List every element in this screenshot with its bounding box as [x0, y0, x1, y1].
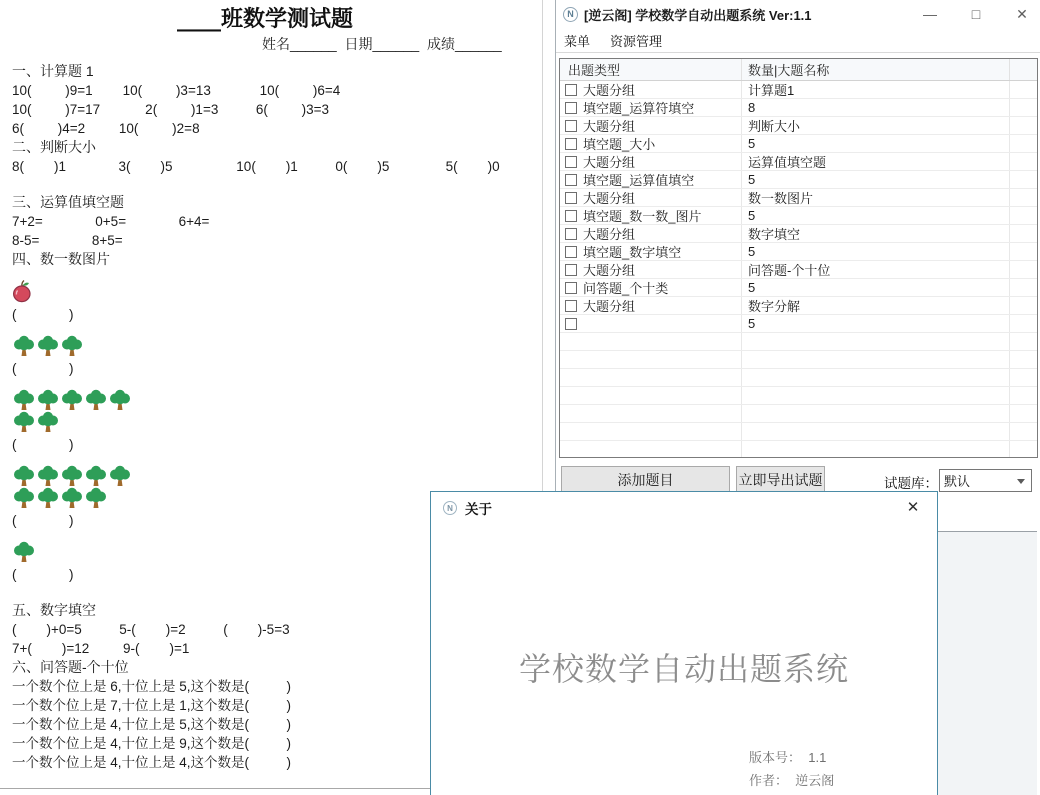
table-row[interactable] — [560, 153, 1037, 171]
answer-paren-blank: ( ) — [12, 307, 74, 322]
row-checkbox[interactable] — [565, 282, 577, 294]
tree-icon — [12, 335, 36, 357]
tree-icon — [84, 389, 108, 411]
tree-icon — [36, 487, 60, 509]
table-row[interactable] — [560, 189, 1037, 207]
question-bank-dropdown[interactable] — [939, 469, 1032, 492]
worksheet-section — [12, 62, 535, 138]
tree-icon — [60, 465, 84, 487]
tree-icon — [60, 335, 84, 357]
about-version-line: 版本号： 1.1 — [749, 750, 827, 765]
row-checkbox[interactable] — [565, 246, 577, 258]
tree-icon-group — [12, 335, 136, 357]
section-heading: 一、计算题 1 — [12, 63, 94, 79]
answer-paren-blank: ( ) — [12, 361, 74, 376]
quantity-or-group-name: 运算值填空题 — [742, 153, 1010, 170]
quantity-or-group-name: 判断大小 — [742, 117, 1010, 134]
quantity-or-group-name: 5 — [742, 135, 1010, 152]
answer-paren-blank: ( ) — [12, 567, 74, 582]
question-line: 10( )7=17 2( )1=3 6( )3=3 — [12, 102, 329, 117]
quantity-or-group-name: 8 — [742, 99, 1010, 116]
about-author-line: 作者： 逆云阁 — [749, 773, 835, 788]
table-row[interactable] — [560, 315, 1037, 333]
question-line: 7+( )=12 9-( )=1 — [12, 641, 190, 656]
answer-paren-blank: ( ) — [12, 513, 74, 528]
question-type-label: 问答题_个十类 — [583, 281, 669, 296]
tree-icon — [12, 389, 36, 411]
export-questions-button[interactable]: 立即导出试题 — [736, 466, 825, 493]
question-type-label: 大题分组 — [583, 155, 636, 170]
tree-icon — [36, 389, 60, 411]
row-checkbox[interactable] — [565, 84, 577, 96]
count-pictures-item — [12, 335, 535, 378]
about-dialog — [430, 491, 938, 795]
tree-icon — [60, 487, 84, 509]
row-checkbox[interactable] — [565, 264, 577, 276]
close-button[interactable]: ✕ — [1016, 6, 1028, 22]
question-line: 一个数个位上是 6,十位上是 5,这个数是( ) — [12, 679, 292, 694]
question-line: 一个数个位上是 7,十位上是 1,这个数是( ) — [12, 698, 292, 713]
column-header-quantity-name[interactable]: 数量|大题名称 — [742, 59, 1010, 80]
table-row-empty — [560, 333, 1037, 351]
count-pictures-item — [12, 389, 535, 454]
question-type-label: 填空题_运算符填空 — [583, 101, 695, 116]
quantity-or-group-name: 问答题-个十位 — [742, 261, 1010, 278]
tree-icon — [36, 465, 60, 487]
worksheet-section — [12, 138, 535, 176]
question-line: ( )+0=5 5-( )=2 ( )-5=3 — [12, 622, 290, 637]
table-row[interactable] — [560, 279, 1037, 297]
question-type-label: 大题分组 — [583, 191, 636, 206]
question-type-label: 填空题_数一数_图片 — [583, 209, 702, 224]
question-bank-selected-value: 默认 — [944, 474, 971, 489]
quantity-or-group-name: 数字分解 — [742, 297, 1010, 314]
about-app-name: 学校数学自动出题系统 — [518, 650, 849, 688]
question-type-label: 填空题_运算值填空 — [583, 173, 695, 188]
maximize-button[interactable]: □ — [971, 6, 981, 22]
row-checkbox[interactable] — [565, 318, 577, 330]
about-dialog-title: 关于 — [465, 502, 492, 517]
tree-icon — [84, 487, 108, 509]
table-row[interactable] — [560, 207, 1037, 225]
table-row[interactable] — [560, 81, 1037, 99]
about-logo-icon: N — [443, 501, 457, 515]
tree-icon — [108, 465, 132, 487]
question-type-label: 填空题_大小 — [583, 137, 656, 152]
tree-icon — [36, 411, 60, 433]
question-type-table — [559, 58, 1038, 458]
table-body — [560, 81, 1037, 458]
question-line: 一个数个位上是 4,十位上是 9,这个数是( ) — [12, 736, 292, 751]
table-row[interactable] — [560, 117, 1037, 135]
tree-icon-group — [12, 465, 136, 509]
quantity-or-group-name: 数字填空 — [742, 225, 1010, 242]
question-type-label: 填空题_数字填空 — [583, 245, 682, 260]
quantity-or-group-name: 5 — [742, 279, 1010, 296]
window-controls — [922, 0, 1030, 28]
add-question-button[interactable]: 添加题目 — [561, 466, 730, 493]
apple-icon-group — [12, 279, 136, 303]
worksheet-title: ____班数学测试题 — [176, 6, 353, 32]
row-checkbox[interactable] — [565, 300, 577, 312]
table-row-empty — [560, 423, 1037, 441]
column-header-extra — [1010, 59, 1037, 80]
tree-icon — [12, 465, 36, 487]
row-checkbox[interactable] — [565, 192, 577, 204]
question-type-label: 大题分组 — [583, 83, 636, 98]
table-header-row — [560, 59, 1037, 81]
table-row[interactable] — [560, 297, 1037, 315]
quantity-or-group-name: 数一数图片 — [742, 189, 1010, 206]
worksheet-section — [12, 193, 535, 250]
app-logo-icon: N — [563, 7, 578, 22]
question-line: 8( )1 3( )5 10( )1 0( )5 5( )0 — [12, 159, 500, 174]
section-heading: 六、问答题-个十位 — [12, 659, 129, 675]
table-row-empty — [560, 369, 1037, 387]
count-pictures-item — [12, 279, 535, 324]
question-type-label: 大题分组 — [583, 299, 636, 314]
answer-paren-blank: ( ) — [12, 437, 74, 452]
table-row[interactable] — [560, 243, 1037, 261]
question-line: 7+2= 0+5= 6+4= — [12, 214, 210, 229]
tree-icon — [12, 541, 36, 563]
window-title: [逆云阁] 学校数学自动出题系统 Ver:1.1 — [584, 7, 812, 23]
about-close-button[interactable]: ✕ — [906, 499, 920, 516]
row-checkbox[interactable] — [565, 138, 577, 150]
table-row-empty — [560, 441, 1037, 458]
column-header-question-type[interactable]: 出题类型 — [560, 59, 742, 80]
question-type-label: 大题分组 — [583, 263, 636, 278]
tree-icon — [12, 487, 36, 509]
table-row[interactable] — [560, 261, 1037, 279]
quantity-or-group-name: 计算题1 — [742, 81, 1010, 98]
question-bank-label: 试题库： — [884, 476, 938, 491]
tree-icon — [60, 389, 84, 411]
question-line: 8-5= 8+5= — [12, 233, 123, 248]
table-row-empty — [560, 405, 1037, 423]
table-row-empty — [560, 351, 1037, 369]
titlebar — [556, 0, 1040, 28]
row-checkbox[interactable] — [565, 228, 577, 240]
question-line: 一个数个位上是 4,十位上是 4,这个数是( ) — [12, 755, 292, 770]
row-checkbox[interactable] — [565, 174, 577, 186]
table-row-empty — [560, 387, 1037, 405]
row-checkbox[interactable] — [565, 210, 577, 222]
question-type-label: 大题分组 — [583, 227, 636, 242]
minimize-button[interactable]: — — [923, 6, 937, 22]
section-heading: 二、判断大小 — [12, 139, 96, 155]
chevron-down-icon — [1017, 479, 1025, 484]
tree-icon — [84, 465, 108, 487]
row-checkbox[interactable] — [565, 156, 577, 168]
table-row[interactable] — [560, 225, 1037, 243]
tree-icon-group — [12, 389, 136, 433]
row-checkbox[interactable] — [565, 102, 577, 114]
question-line: 10( )9=1 10( )3=13 10( )6=4 — [12, 83, 341, 98]
quantity-or-group-name: 5 — [742, 315, 1010, 332]
quantity-or-group-name: 5 — [742, 171, 1010, 188]
section-heading: 五、数字填空 — [12, 602, 96, 618]
quantity-or-group-name: 5 — [742, 207, 1010, 224]
tree-icon — [108, 389, 132, 411]
menu-item-menu[interactable]: 菜单 — [564, 33, 591, 49]
section-heading: 四、数一数图片 — [12, 251, 110, 267]
quantity-or-group-name: 5 — [742, 243, 1010, 260]
tree-icon-group — [12, 541, 136, 563]
table-row[interactable] — [560, 135, 1037, 153]
row-checkbox[interactable] — [565, 120, 577, 132]
table-row[interactable] — [560, 99, 1037, 117]
table-row[interactable] — [560, 171, 1037, 189]
apple-icon — [12, 279, 33, 303]
tree-icon — [36, 335, 60, 357]
question-type-label: 大题分组 — [583, 119, 636, 134]
tree-icon — [12, 411, 36, 433]
about-dialog-titlebar — [431, 492, 937, 524]
section-heading: 三、运算值填空题 — [12, 194, 124, 210]
worksheet-meta-line: 姓名______ 日期______ 成绩______ — [262, 36, 502, 52]
question-line: 6( )4=2 10( )2=8 — [12, 121, 200, 136]
menubar — [556, 28, 1040, 53]
menu-item-resource-management[interactable]: 资源管理 — [610, 33, 663, 49]
question-line: 一个数个位上是 4,十位上是 5,这个数是( ) — [12, 717, 292, 732]
